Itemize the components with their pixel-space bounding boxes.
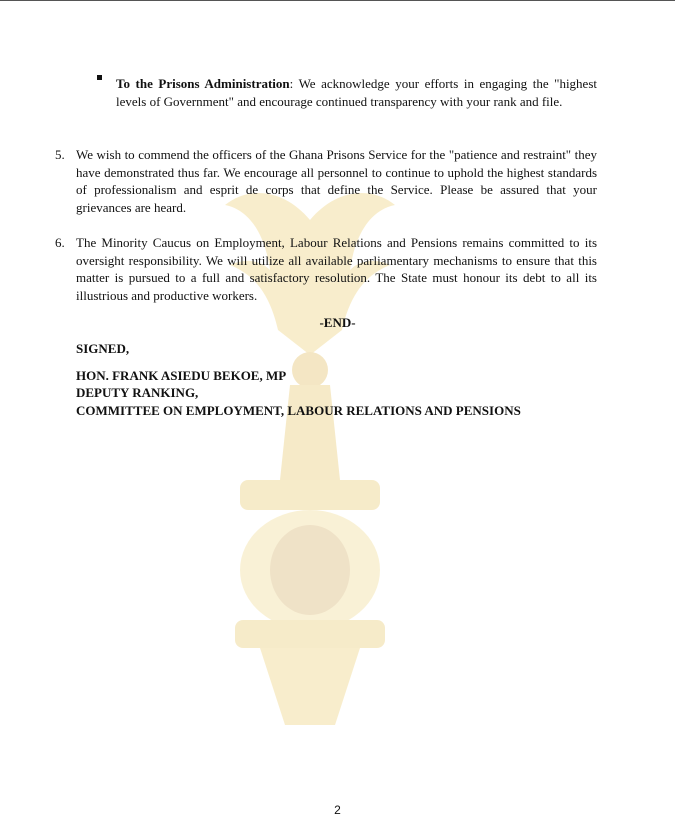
item-5-number: 5. <box>55 147 65 162</box>
prisons-administration-bullet <box>116 75 597 110</box>
signatory-name: HON. FRANK ASIEDU BEKOE, MP <box>76 368 287 383</box>
signatory-committee: COMMITTEE ON EMPLOYMENT, LABOUR RELATIONS AND PENSIONS <box>76 403 521 418</box>
end-marker: -END- <box>319 315 356 330</box>
item-6-text: The Minority Caucus on Employment, Labour Relations and Pensions remains committed to its oversight responsibility. We will utilize all available parliamentary mechanisms to ensure that this matter is pursued to a full and satisfactory resolution. The State must honour its debt to all its illustrious and productive workers. <box>76 235 597 304</box>
bullet-square-icon <box>97 75 102 80</box>
signatory-title: DEPUTY RANKING, <box>76 385 199 400</box>
bullet-body: : We acknowledge your efforts in engaging the "highest levels of Government" and encourage continued transparency with your rank and file. <box>116 76 597 109</box>
item-6-number: 6. <box>55 235 65 250</box>
signed-label: SIGNED, <box>76 341 130 356</box>
page-number: 2 <box>334 803 341 817</box>
item-5-text: We wish to commend the officers of the Ghana Prisons Service for the "patience and restraint" they have demonstrated thus far. We encourage all personnel to continue to uphold the highest standards of professionalism and esprit de corps that define the Service. Please be assured that your grievances are heard. <box>76 147 597 216</box>
bullet-lead: To the Prisons Administration <box>116 76 290 91</box>
